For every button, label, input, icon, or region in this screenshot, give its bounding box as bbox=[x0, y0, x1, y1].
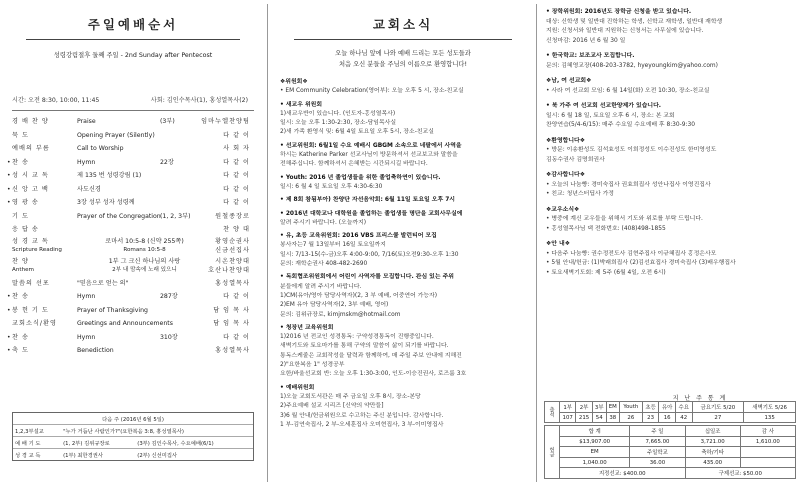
presiders: 사회: 김인수목사(1), 홍성열목사(2) bbox=[150, 97, 248, 104]
announcement-line: 1 부-김연숙집사, 2 부-오세훈집사 오미현집사, 3 부-이미영집사 bbox=[280, 421, 444, 428]
worship-item bbox=[7, 169, 254, 183]
offering-head: 합 계 bbox=[560, 426, 630, 437]
worship-item bbox=[12, 129, 254, 143]
attendance-head: 수요 bbox=[675, 402, 692, 413]
worship-item-name: 성 경 교 독 bbox=[12, 237, 49, 245]
next-week-box bbox=[12, 412, 254, 461]
column-divider bbox=[536, 4, 537, 482]
worship-item bbox=[12, 210, 254, 224]
announcement-line: 찬양연습(5/4-6/15): 매주 수요일 수요예배 후 8:30-9:30 bbox=[546, 122, 696, 128]
worship-item-leader: 담 임 목 사 bbox=[213, 320, 250, 327]
offering-extra: 지정선교: $400.00 bbox=[560, 468, 686, 479]
attendance-label: 출석 bbox=[545, 402, 560, 423]
worship-item-scripture bbox=[12, 237, 254, 257]
next-week-value: (1부) 최한경권사 bbox=[63, 452, 103, 459]
announcement-line: 2)새 가족 환영식 및: 6월 4일 토요일 오후 5시, 장소-친교실 bbox=[280, 129, 434, 136]
attendance-head: 1부 bbox=[560, 402, 576, 413]
worship-item bbox=[12, 223, 254, 237]
worship-item-name: 묵 도 bbox=[12, 131, 29, 139]
worship-item-leader: 홍성열목사 bbox=[215, 279, 250, 287]
worship-item-leader: 담 임 목 사 bbox=[213, 306, 250, 314]
worship-item-detail: (3부) bbox=[160, 118, 175, 125]
announcement-line: • 토요새벽기도회: 제 5주 (6월 4일, 오전 6시) bbox=[546, 269, 666, 276]
worship-item-name: 찬 양 bbox=[12, 257, 29, 265]
worship-order-list bbox=[7, 115, 254, 237]
next-week-title: 다음 주 (2016년 6월 5일) bbox=[13, 413, 253, 425]
worship-item-desc: Praise bbox=[77, 118, 96, 125]
announcement-section bbox=[280, 78, 526, 97]
offering-value: $13,907.00 bbox=[560, 437, 630, 447]
offering-extra: 구제선교: $50.00 bbox=[685, 468, 795, 479]
standing-mark: • bbox=[7, 333, 11, 341]
announcement-heading: ❖교우소식❖ bbox=[546, 206, 580, 213]
announcement-heading: • 한국학교: 보조교사 모집합니다. bbox=[546, 53, 635, 59]
announcement-line: 문의: 김혜영교장(408-203-3782, hyeyoungkim@yahoo.com) bbox=[546, 62, 718, 69]
worship-item-leader: 다 같 이 bbox=[223, 185, 250, 193]
announcement-sections bbox=[546, 8, 794, 278]
welcome-line: 처음 오신 분들을 주님의 이름으로 환영합니다! bbox=[338, 61, 468, 68]
worship-item-leader: 찬 양 대 bbox=[223, 226, 250, 233]
worship-item-name: 찬 송 bbox=[12, 293, 29, 300]
worship-item-detail: 22장 bbox=[160, 158, 174, 166]
worship-item-detail: 287장 bbox=[160, 293, 178, 300]
attendance-value: 135 bbox=[744, 413, 796, 423]
worship-item-desc: Opening Prayer (Silently) bbox=[77, 131, 155, 139]
announcement-line: 일시: 6 월 18 일, 토요일 오후 6 시, 장소: 본 교회 bbox=[546, 112, 675, 119]
announcement-line: • 사라 여 선교회 모임: 6 월 14일(화) 오전 10:30, 장소-친교실 bbox=[546, 87, 710, 94]
announcement-section bbox=[280, 232, 526, 269]
worship-item-leader: 다 같 이 bbox=[223, 158, 250, 166]
announcement-heading: • 예배위원회 bbox=[280, 384, 315, 391]
worship-item-leader: 임마누엘찬양팀 bbox=[201, 118, 250, 125]
offering-head: 주 일 bbox=[630, 426, 685, 437]
worship-item-leader2: 신금선집사 bbox=[215, 246, 250, 254]
worship-item-desc: 1부 그 크신 하나님의 사랑 bbox=[108, 257, 181, 265]
worship-item-desc2: Romans 10:5-8 bbox=[123, 246, 166, 253]
worship-item-desc: 사도신경 bbox=[77, 185, 101, 193]
worship-item-desc: "믿음으로 얻는 의" bbox=[77, 279, 129, 287]
next-week-label: 예 배 기 도 bbox=[13, 437, 61, 449]
standing-mark: • bbox=[7, 158, 11, 166]
announcement-line: 1)새교우반이 있습니다. (인도자-홍성열목사) bbox=[280, 110, 396, 117]
stats-title: 지 난 주 통 계 bbox=[672, 395, 728, 402]
worship-item bbox=[12, 317, 254, 331]
worship-item-name: 성 시 교 독 bbox=[12, 172, 49, 179]
attendance-head: 3부 bbox=[592, 402, 606, 413]
announcement-line: 1)CM(유아/영아 담당사역자)(2, 3 부 예배, 어중연어 가능자) bbox=[280, 292, 438, 299]
announcement-heading: • 북 가주 여 선교회 선교한양제가 있습니다. bbox=[546, 103, 662, 109]
worship-item-leader: 다 같 이 bbox=[223, 131, 250, 139]
worship-item-name: 기 도 bbox=[12, 212, 29, 220]
worship-item-leader: 다 같 이 bbox=[223, 199, 250, 206]
announcement-section bbox=[546, 52, 794, 71]
order-of-worship-column bbox=[0, 0, 264, 486]
announcement-line: 1)오늘 교회도서관은 매 주 금요일 오후 8시, 장소-본당 bbox=[280, 393, 421, 400]
offering-head: 주일학교 bbox=[630, 447, 685, 458]
worship-item-name-en: Anthem bbox=[12, 266, 35, 273]
worship-item-name-en: Scripture Reading bbox=[12, 246, 62, 253]
standing-mark: • bbox=[7, 185, 11, 193]
offering-value: 36.00 bbox=[630, 458, 685, 468]
announcement-section bbox=[280, 273, 526, 319]
announcement-heading: ❖안 내❖ bbox=[546, 241, 570, 247]
attendance-value: 54 bbox=[592, 413, 606, 423]
attendance-head: Youth bbox=[619, 402, 642, 413]
announcement-line: 일시: 6 월 4 일 토요일 오후 4:30-6:30 bbox=[280, 183, 383, 190]
attendance-head: EM bbox=[606, 402, 619, 413]
worship-item bbox=[7, 331, 254, 345]
offering-head: 십일조 bbox=[685, 426, 740, 437]
worship-order-list-2 bbox=[7, 277, 254, 358]
worship-item-desc2: 2부 내 맘속에 노래 있으니 bbox=[112, 266, 177, 273]
worship-item-leader: 다 같 이 bbox=[223, 293, 250, 300]
worship-item bbox=[12, 115, 254, 129]
announcement-heading: • 독회협조위원회에서 어린이 사역자를 모집합니다. 관심 있는 주위 bbox=[280, 274, 454, 281]
announcement-line: 새벽기도와 토요마가를 통해 구약의 말씀이 삶이 되기를 바랍니다. bbox=[280, 343, 449, 350]
column-divider bbox=[267, 4, 268, 482]
worship-item-leader: 원철종장로 bbox=[215, 212, 250, 220]
next-week-value: (3부) 김인수목사, 수요예배(6/1) bbox=[135, 437, 253, 449]
announcement-section bbox=[280, 174, 526, 193]
worship-item-name: 찬 송 bbox=[12, 158, 29, 166]
worship-item-desc: 제 135 번 성령강림 (1) bbox=[77, 172, 142, 179]
announcement-line: 신청마감: 2016 년 6 월 30 일 bbox=[546, 37, 626, 44]
worship-item-name: 교회소식/환영 bbox=[12, 320, 57, 327]
worship-item-name: 축 도 bbox=[12, 347, 29, 354]
attendance-header-row bbox=[545, 402, 796, 413]
announcement-heading: • 선교위원회: 6월1일 수요 예배시 GBGM 소속으로 네팔에서 사역을 bbox=[280, 142, 462, 149]
next-week-value: "누가 거듭난 사람인가?"(요한복음 3:8, 홍성열목사) bbox=[61, 425, 253, 437]
worship-item-leader: 다 같 이 bbox=[223, 172, 250, 179]
standing-mark: • bbox=[7, 347, 11, 354]
welcome-line: 오늘 하나님 앞에 나와 예배 드리는 모든 성도들과 bbox=[335, 50, 471, 57]
announcement-line: • 친교: 청년스터딥사 가정 bbox=[546, 191, 614, 197]
worship-item bbox=[7, 290, 254, 304]
next-week-value: (2부) 신선미집사 bbox=[137, 452, 178, 459]
announcement-line: 일시: 오늘 오후 1:30-2:30, 장소-담임목사실 bbox=[280, 120, 397, 127]
announcement-heading: • 새교우 위원회 bbox=[280, 101, 323, 108]
announcement-line: 문의: 김위규장로, kimjmskm@hotmail.com bbox=[280, 311, 401, 318]
announcement-heading: • 2016년 대학교나 대학원을 졸업하는 졸업생들 명단을 교회사무실에 bbox=[280, 210, 463, 217]
worship-item-leader: 사 회 자 bbox=[223, 145, 250, 152]
attendance-value: 26 bbox=[619, 413, 642, 423]
announcement-heading: • 유, 초등 교육위원회: 2016 VBS 프리스쿨 발런티어 모집 bbox=[280, 233, 437, 240]
announcement-line: 지원: 신청서와 일반대 지원하는 신청서는 사무실에 있습니다. bbox=[546, 28, 704, 34]
offering-value: 1,610.00 bbox=[740, 437, 795, 447]
announcement-line: 봉사자는7 월 13일부터 16일 토요일까지 bbox=[280, 242, 386, 249]
announcement-section bbox=[546, 171, 794, 200]
divider bbox=[12, 110, 254, 111]
announcement-line: • 홍성열목사님 댁 전화번호: (408)498-1855 bbox=[546, 225, 666, 232]
announcement-section bbox=[546, 8, 794, 46]
announcement-section bbox=[546, 137, 794, 166]
worship-item-leader: 시온찬양대 bbox=[215, 257, 250, 265]
worship-item-desc: Hymn bbox=[77, 333, 96, 341]
announcement-line: 알려 주시기 바랍니다. (오늘까지) bbox=[280, 219, 367, 226]
sunday-subtitle: 성령강림절후 둘째 주일 - 2nd Sunday after Pentecost bbox=[53, 52, 213, 59]
attendance-value: 27 bbox=[692, 413, 744, 423]
offering-label: 헌금 bbox=[545, 426, 560, 479]
announcement-line: • 방문: 이송환성도 김석효성도 이희정성도 이수진성도 한미영성도 bbox=[546, 147, 717, 153]
announcement-line: • 5월 안내/헌금: (1)박래희집사 (2)김선효집사 경미숙집사 (3)배우행집사 bbox=[546, 260, 736, 266]
standing-mark: • bbox=[7, 293, 11, 300]
attendance-head: 금요기도 5/20 bbox=[692, 402, 744, 413]
announcement-line: 김동수권사 김명희권사 bbox=[546, 156, 605, 163]
worship-item bbox=[12, 142, 254, 156]
worship-item-desc: Greetings and Announcements bbox=[77, 320, 173, 327]
next-week-label: 1,2,3부설교 bbox=[13, 425, 61, 437]
announcement-section bbox=[280, 142, 526, 170]
attendance-head: 2부 bbox=[576, 402, 592, 413]
announcement-line: 하시는 Katherine Parker 선교사님이 방문하셔서 선교보고와 말씀을 bbox=[280, 152, 458, 159]
attendance-value-row bbox=[545, 413, 796, 423]
offering-head: 축하/기타 bbox=[685, 447, 740, 458]
worship-item bbox=[7, 183, 254, 197]
service-times-row bbox=[12, 95, 248, 104]
announcement-line: 문의: 재학순권사 408-482-2690 bbox=[280, 261, 368, 268]
announcement-line: 전해주십니다. 함께하셔서 은혜받는 시간되시길 바랍니다. bbox=[280, 161, 428, 168]
announcement-section bbox=[280, 210, 526, 229]
church-news-title: 교회소식 bbox=[294, 10, 512, 40]
next-week-value: (1, 2부) 김위규장로 bbox=[61, 437, 135, 449]
attendance-value: 16 bbox=[659, 413, 676, 423]
announcement-section bbox=[280, 196, 526, 205]
worship-item-name: 말씀의 선포 bbox=[12, 279, 50, 287]
announcement-line: 2)"요한복음 1" 성경공부 bbox=[280, 362, 345, 369]
worship-item-leader: 황영순권사 bbox=[215, 237, 250, 245]
announcement-section bbox=[280, 101, 526, 138]
attendance-value: 38 bbox=[606, 413, 619, 423]
worship-item-detail: (1, 2, 3부) bbox=[160, 212, 191, 220]
worship-item-desc: Prayer of Thanksgiving bbox=[77, 306, 148, 314]
announcement-line: 2)EM 유아 담당사역자(2, 3부 예배, 영어) bbox=[280, 302, 389, 309]
worship-item-desc: Hymn bbox=[77, 293, 96, 300]
worship-item-desc: 로마서 10:5-8 (신약 255쪽) bbox=[105, 237, 184, 245]
worship-item bbox=[7, 304, 254, 318]
announcement-section bbox=[546, 240, 794, 278]
announcement-line: • 오늘의 나눔빵: 경미숙집사 권효희집사 성안나집사 이영진집사 bbox=[546, 181, 711, 188]
announcement-line: 분들에게 알려 주시기 바랍니다. bbox=[280, 283, 362, 290]
worship-item-leader: 홍성열목사 bbox=[215, 347, 250, 354]
announcement-line: 3)6 월 안내/헌금위원으로 수고하는 주신 분입니다. 감사합니다. bbox=[280, 412, 444, 419]
worship-item-leader2: 호산나찬양대 bbox=[208, 266, 250, 274]
worship-item-name: 영 광 송 bbox=[12, 199, 39, 206]
news-sections bbox=[280, 78, 526, 430]
announcement-section bbox=[546, 77, 794, 96]
announcement-heading: ❖위원회❖ bbox=[280, 79, 308, 85]
worship-item-name: 경 배 찬 양 bbox=[12, 118, 49, 125]
announcement-line: • EM Community Celebration(영어부): 오늘 오후 5 시, 장소-친교실 bbox=[280, 88, 464, 95]
next-week-label: 성 경 교 독 bbox=[15, 452, 41, 459]
standing-mark: • bbox=[7, 172, 11, 179]
attendance-value: 215 bbox=[576, 413, 592, 423]
offering-value: 7,665.00 bbox=[630, 437, 685, 447]
worship-item bbox=[7, 344, 254, 358]
offering-head: EM bbox=[560, 447, 630, 458]
announcement-line: 통독스케줄은 교회작성을 달력과 함께하여, 매 주일 주보 안내에 지해진 bbox=[280, 352, 462, 359]
announcement-line: 요한/바울선교회 반: 오늘 오후 1:30-3:00, 인도-이승진권사, 로즈룸 3호 bbox=[280, 371, 467, 378]
service-times: 시간: 오전 8:30, 10:00, 11:45 bbox=[12, 97, 100, 104]
standing-mark: • bbox=[7, 199, 11, 206]
order-of-worship-title: 주일예배순서 bbox=[26, 10, 240, 40]
announcement-heading: • 장학위원회: 2016년도 장학금 신청을 받고 있습니다. bbox=[546, 9, 692, 15]
announcement-line: 2)주요예배 설교 시리즈 [신약의 약만들] bbox=[280, 403, 384, 410]
offering-value: 435.00 bbox=[685, 458, 740, 468]
worship-item-name: 예배의 부름 bbox=[12, 145, 50, 152]
worship-item-desc: Benediction bbox=[77, 347, 114, 354]
worship-item-anthem bbox=[12, 257, 254, 277]
attendance-value: 107 bbox=[560, 413, 576, 423]
announcement-section bbox=[546, 206, 794, 235]
announcement-section bbox=[280, 384, 526, 430]
announcement-line: • 다음주 나눔빵: 권수정전도사 김현주집사 이규혜집사 홍정은사모 bbox=[546, 250, 717, 257]
worship-item-detail: 310장 bbox=[160, 333, 178, 341]
offering-value: 3,721.00 bbox=[685, 437, 740, 447]
announcement-line: 1)2016 년 전교인 성경통독: 구약성경통독이 진행중입니다. bbox=[280, 334, 434, 341]
announcement-heading: ❖남, 여 선교회❖ bbox=[546, 78, 592, 84]
worship-item-desc: Prayer of the Congregation bbox=[77, 212, 161, 220]
worship-item-leader: 다 같 이 bbox=[223, 333, 250, 341]
worship-item bbox=[12, 277, 254, 291]
attendance-value: 23 bbox=[642, 413, 659, 423]
worship-item-name: 응 답 송 bbox=[12, 226, 39, 233]
standing-mark: • bbox=[7, 306, 11, 314]
attendance-head: 새벽기도 5/26 bbox=[744, 402, 796, 413]
offering-value: 1,040.00 bbox=[560, 458, 630, 468]
worship-item-desc: Hymn bbox=[77, 158, 96, 166]
announcement-line: • 병중에 계신 교우들을 위해서 기도와 위로를 부탁 드립니다. bbox=[546, 216, 703, 222]
announcement-line: 대상: 신학생 및 일반대 진학하는 학생, 신학교 재학생, 일반대 재학생 bbox=[546, 18, 723, 25]
worship-item-desc: Call to Worship bbox=[77, 145, 124, 152]
church-news-column bbox=[272, 0, 532, 486]
announcement-heading: • 제 8회 참됨부아) 찬양단 자선음악회: 6월 11일 토요일 오후 7시 bbox=[280, 197, 456, 204]
attendance-head: 초등 bbox=[642, 402, 659, 413]
announcement-heading: ❖환영합니다❖ bbox=[546, 137, 586, 144]
worship-item bbox=[7, 156, 254, 170]
announcement-line: 일시: 7/13-15(수-금)오후 4:00-9:00, 7/16(토)오전9:30-오후 1:30 bbox=[280, 251, 459, 258]
weekly-stats-table bbox=[544, 401, 796, 479]
worship-item-name: 봉 헌 기 도 bbox=[12, 306, 49, 314]
announcement-heading: • Youth: 2016 년 졸업생들을 위한 졸업축하연이 있습니다. bbox=[280, 174, 441, 181]
welcome-message bbox=[280, 48, 526, 70]
announcement-section bbox=[546, 102, 794, 131]
announcement-heading: • 청장년 교육위원회 bbox=[280, 324, 334, 331]
worship-item bbox=[7, 196, 254, 210]
attendance-head: 유아 bbox=[659, 402, 676, 413]
offering-head: 감 사 bbox=[740, 426, 795, 437]
attendance-value: 42 bbox=[675, 413, 692, 423]
announcement-heading: ❖감사합니다❖ bbox=[546, 172, 586, 178]
worship-item-name: 찬 송 bbox=[12, 333, 29, 341]
announcement-section bbox=[280, 324, 526, 380]
worship-item-name: 신 앙 고 백 bbox=[12, 185, 49, 193]
worship-item-desc: 3장 성부 성자 성령께 bbox=[77, 199, 135, 206]
